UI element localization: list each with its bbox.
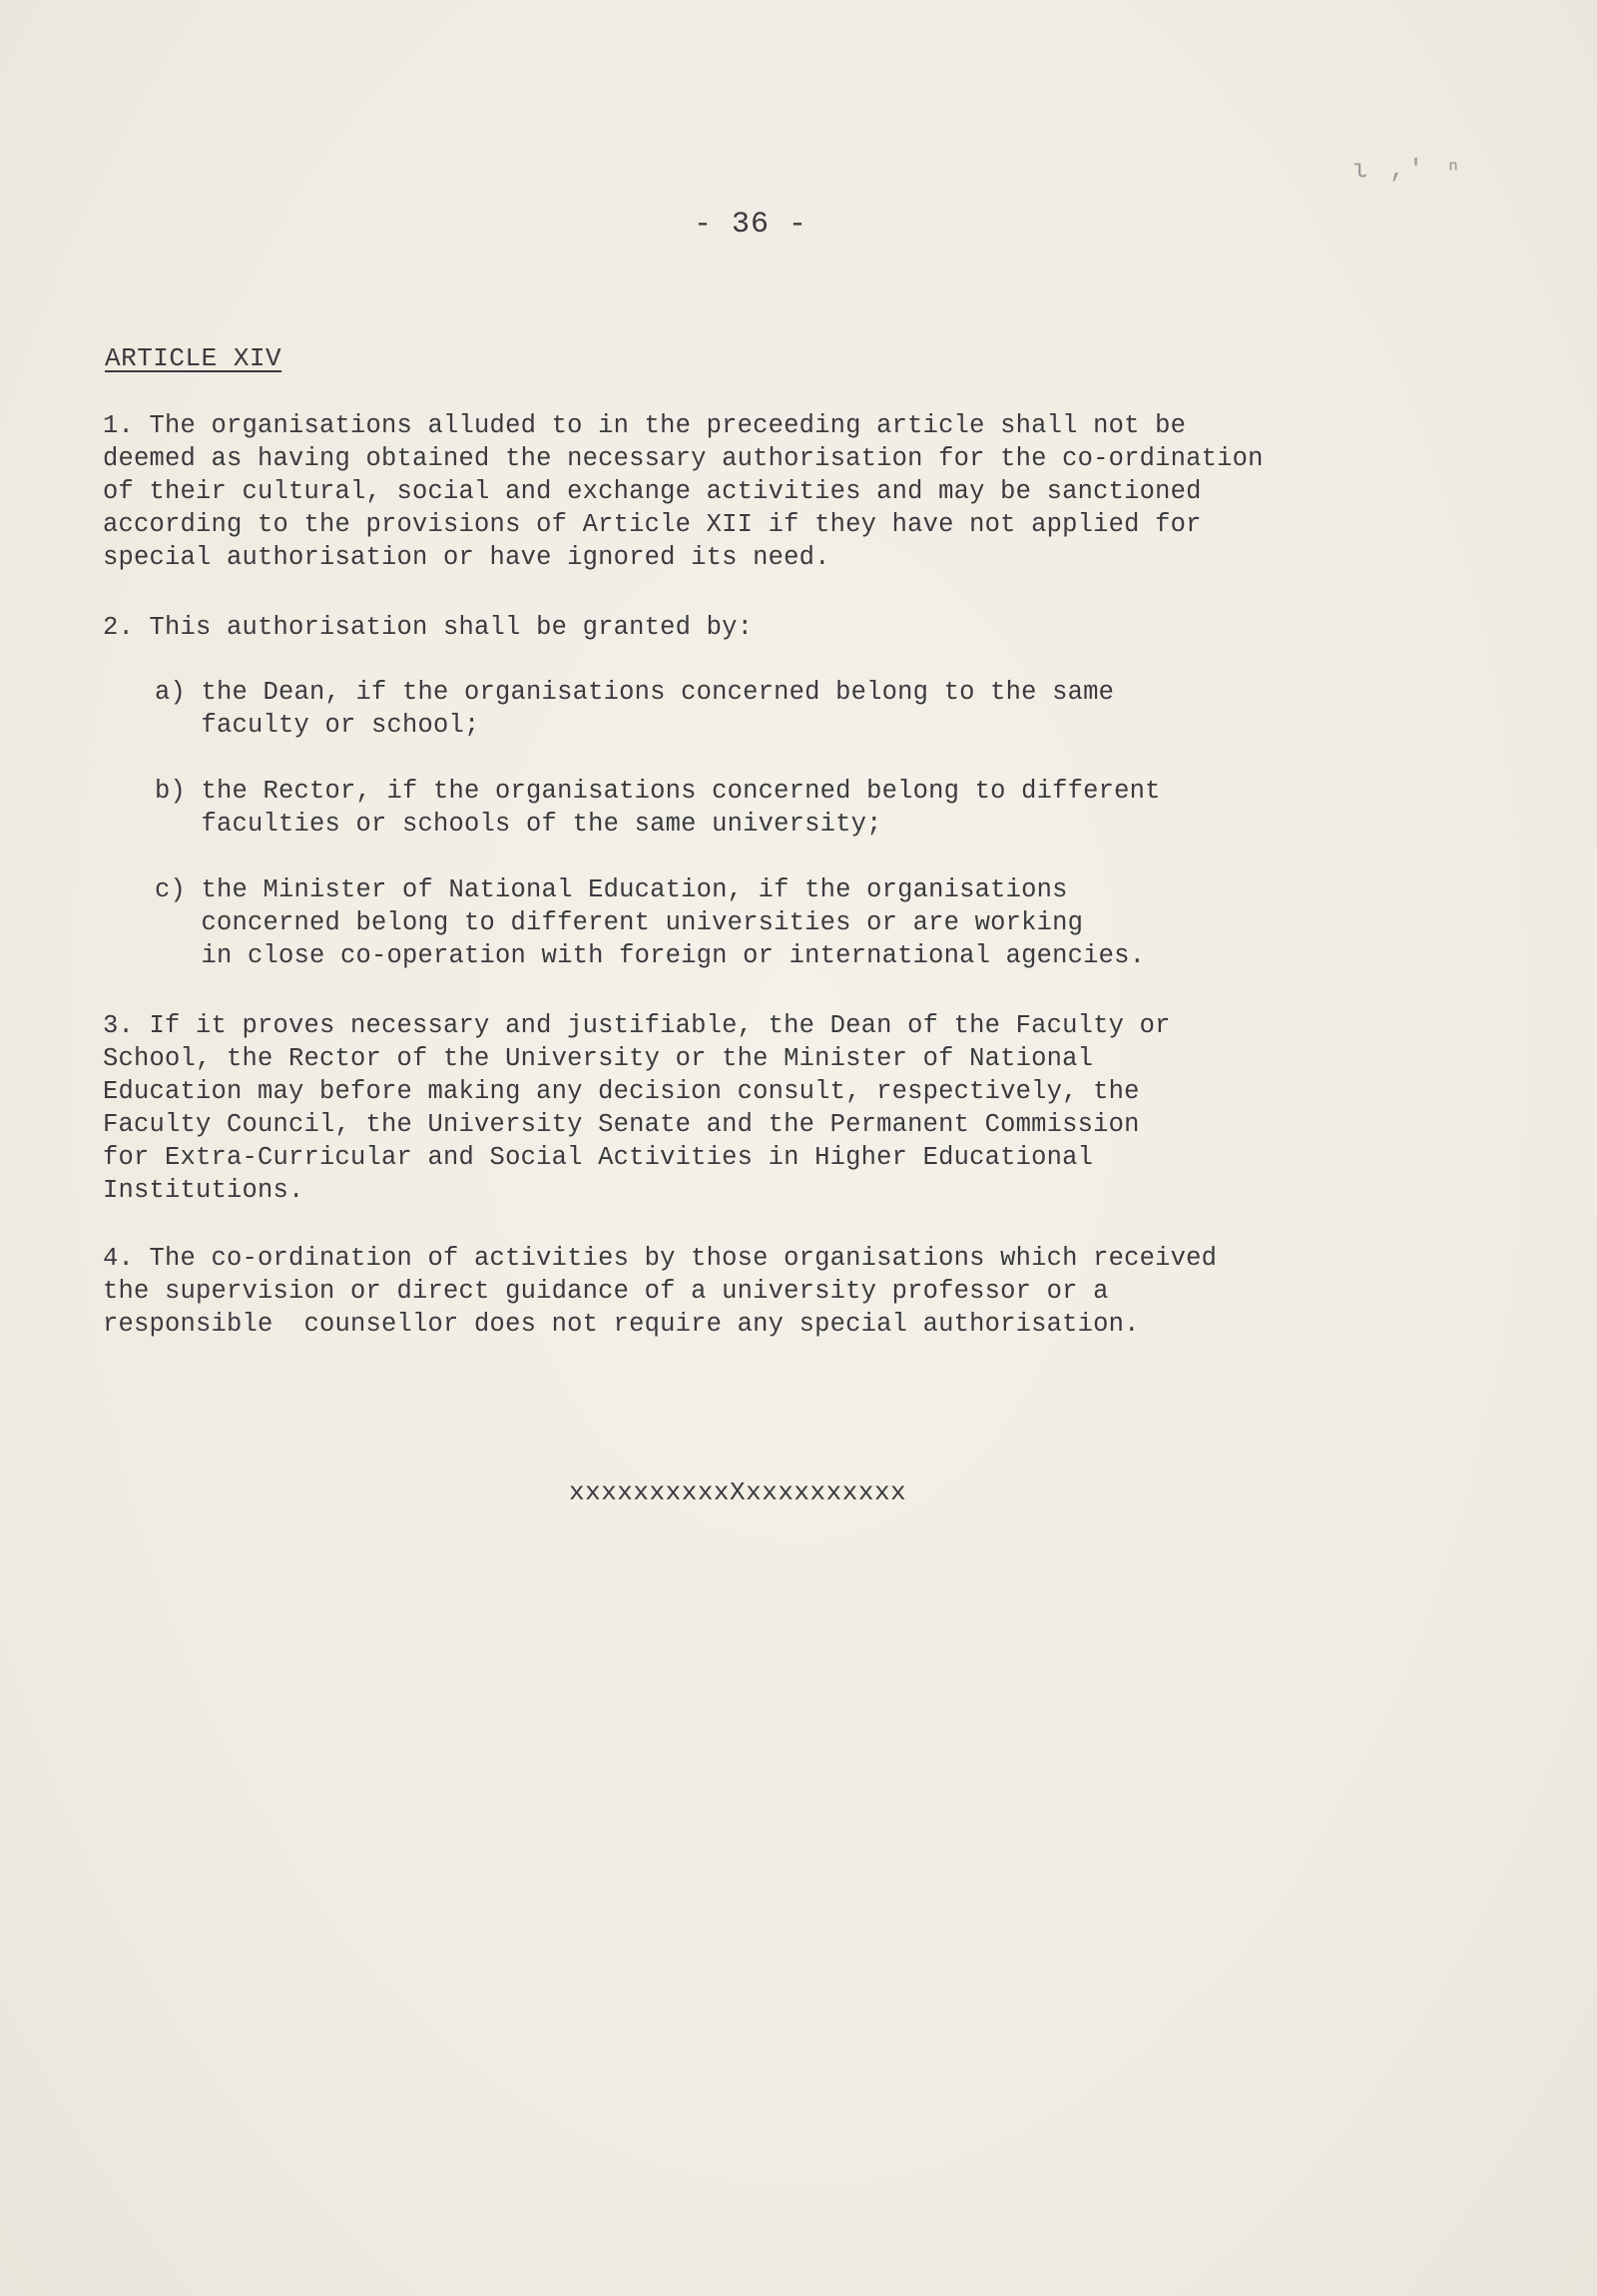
list-item-a: a) the Dean, if the organisations concerned belong to the same faculty or school; — [155, 678, 1115, 740]
page-number: - 36 - — [694, 208, 808, 242]
list-item-b: b) the Rector, if the organisations concerned belong to different faculties or schools of the same university; — [155, 777, 1161, 839]
paragraph-1: 1. The organisations alluded to in the preceeding article shall not be deemed as having obtained the necessary authorisation for the co-ordination of their cultural, social and exchange activities and may be sanctioned according to the provisions of Article XII if they have not applied for special authorisation or have ignored its need. — [103, 411, 1264, 572]
paragraph-3: 3. If it proves necessary and justifiable, the Dean of the Faculty or School, the Rector of the University or the Minister of National Education may before making any decision consult, respectively, the Faculty Council, the University Senate and the Permanent Commission for Extra-Curricular and Social Activities in Higher Educational Institutions. — [103, 1011, 1171, 1205]
paragraph-4: 4. The co-ordination of activities by those organisations which received the supervision or direct guidance of a university professor or a responsible counsellor does not require any special authorisation. — [103, 1244, 1218, 1339]
corner-mark: ι ,' ⁿ — [1352, 155, 1464, 185]
article-heading: ARTICLE XIV — [105, 343, 282, 373]
list-item-c: c) the Minister of National Education, if the organisations concerned belong to different universities or are working in close co-operation with foreign or international agencies. — [155, 875, 1146, 970]
section-separator: xxxxxxxxxxXxxxxxxxxxx — [569, 1477, 907, 1507]
paragraph-2: 2. This authorisation shall be granted by: — [103, 613, 754, 642]
